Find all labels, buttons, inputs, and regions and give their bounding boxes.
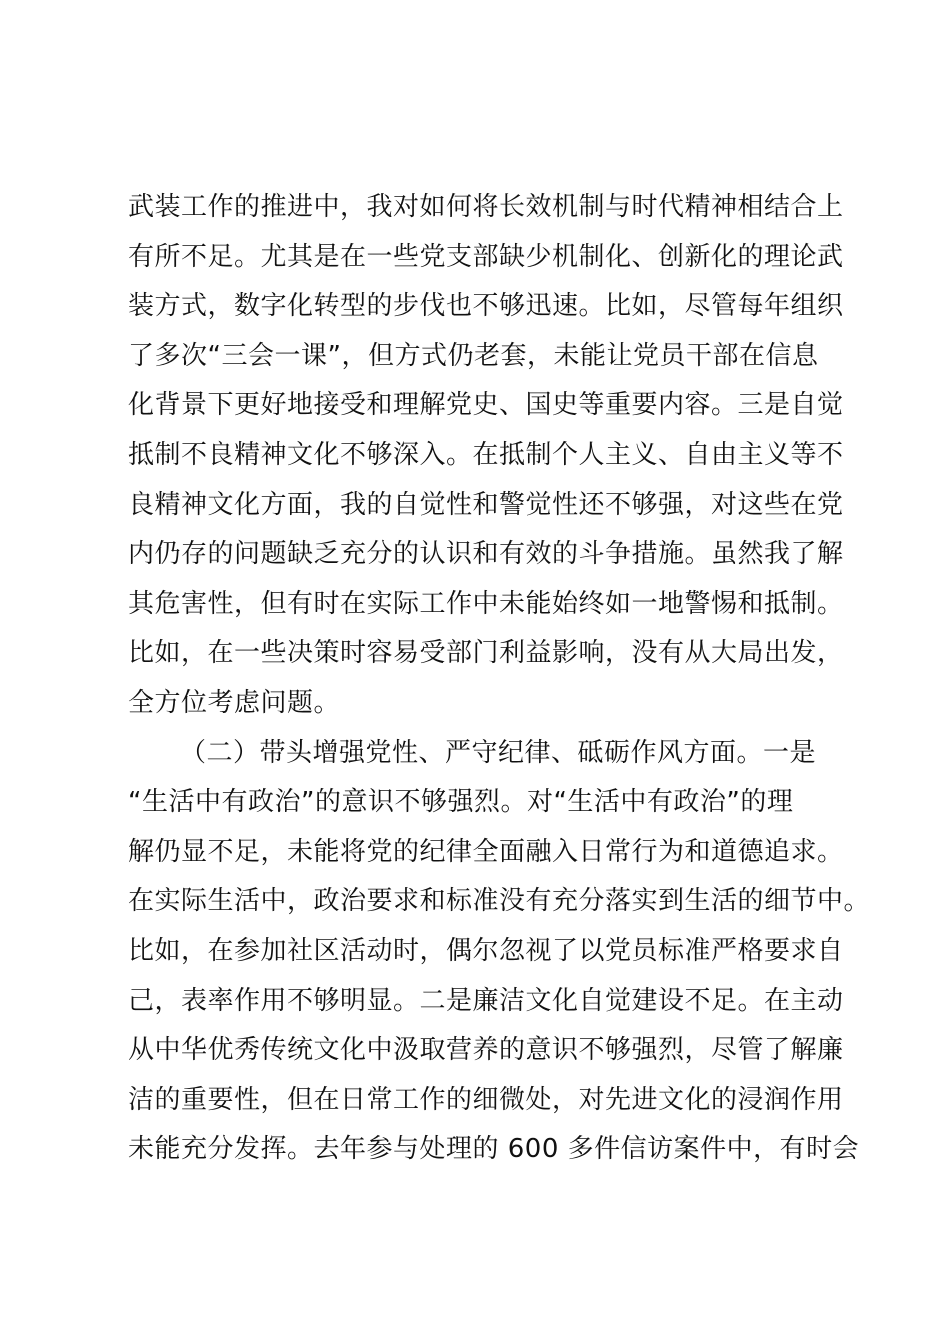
text-line: 武装工作的推进中，我对如何将长效机制与时代精神相结合上 xyxy=(128,192,844,222)
section-heading-line: （二）带头增强党性、严守纪律、砥砺作风方面。一是 xyxy=(180,737,817,768)
document-body xyxy=(128,183,871,1175)
text-line: 内仍存的问题缺乏充分的认识和有效的斗争措施。虽然我了解 xyxy=(128,539,844,570)
text-line: 装方式，数字化转型的步伐也不够迅速。比如，尽管每年组织 xyxy=(128,291,844,322)
text-line: “生活中有政治”的意识不够强烈。对“生活中有政治”的理 xyxy=(128,787,794,818)
text-line: 良精神文化方面，我的自觉性和警觉性还不够强，对这些在党 xyxy=(128,489,844,520)
text-line: 了多次“三会一课”，但方式仍老套，未能让党员干部在信息 xyxy=(128,340,819,371)
text-line: 有所不足。尤其是在一些党支部缺少机制化、创新化的理论武 xyxy=(128,241,844,272)
text-line: 其危害性，但有时在实际工作中未能始终如一地警惕和抵制。 xyxy=(128,588,844,619)
text-line: 化背景下更好地接受和理解党史、国史等重要内容。三是自觉 xyxy=(128,390,844,421)
text-line: 解仍显不足，未能将党的纪律全面融入日常行为和道德追求。 xyxy=(128,836,844,867)
text-line: 比如，在一些决策时容易受部门利益影响，没有从大局出发， xyxy=(128,638,844,669)
text-line: 抵制不良精神文化不够深入。在抵制个人主义、自由主义等不 xyxy=(128,439,844,470)
text-line: 在实际生活中，政治要求和标准没有充分落实到生活的细节中。 xyxy=(128,886,871,917)
text-line: 洁的重要性，但在日常工作的细微处，对先进文化的浸润作用 xyxy=(128,1084,844,1115)
text-line: 未能充分发挥。去年参与处理的 600 多件信访案件中，有时会 xyxy=(128,1134,860,1165)
text-line: 比如，在参加社区活动时，偶尔忽视了以党员标准严格要求自 xyxy=(128,935,844,966)
text-line: 全方位考虑问题。 xyxy=(128,687,341,718)
text-line: 从中华优秀传统文化中汲取营养的意识不够强烈，尽管了解廉 xyxy=(128,1035,844,1066)
text-line: 己，表率作用不够明显。二是廉洁文化自觉建设不足。在主动 xyxy=(128,985,844,1016)
